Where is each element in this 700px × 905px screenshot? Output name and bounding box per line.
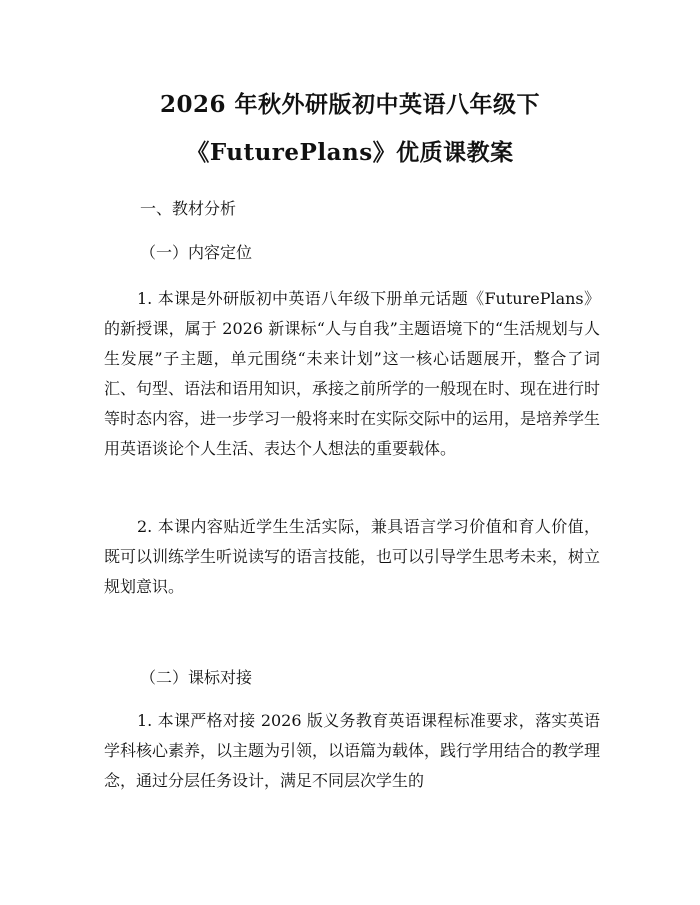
- subsection-heading-content-positioning: （一）内容定位: [140, 243, 253, 262]
- paragraph-content-positioning-2: 2. 本课内容贴近学生生活实际，兼具语言学习价值和育人价值，既可以训练学生听说读写的语言技能，也可以引导学生思考未来，树立规划意识。: [104, 517, 601, 596]
- section-heading-textbook-analysis: 一、教材分析: [140, 199, 237, 218]
- document-title-line-2: 《FuturePlans》优质课教案: [186, 139, 514, 166]
- document-title-line-1: 2026 年秋外研版初中英语八年级下: [159, 91, 541, 118]
- paragraph-content-positioning-1: 1. 本课是外研版初中英语八年级下册单元话题《FuturePlans》的新授课，属于 2026 新课标“人与自我”主题语境下的“生活规划与人生发展”子主题，单元围绕“未来计划”这一核心话题展开，整合了词汇、句型、语法和语用知识，承接之前所学的一般现在时、现在进行时等时态内容，进一步学习一般将来时在实际交际中的运用，是培养学生用英语谈论个人生活、表达个人想法的重要载体。: [104, 289, 601, 458]
- paragraph-curriculum-alignment-1: 1. 本课严格对接 2026 版义务教育英语课程标准要求，落实英语学科核心素养，以主题为引领，以语篇为载体，践行学用结合的教学理念，通过分层任务设计，满足不同层次学生的: [104, 711, 601, 790]
- subsection-heading-curriculum-alignment: （二）课标对接: [140, 668, 253, 687]
